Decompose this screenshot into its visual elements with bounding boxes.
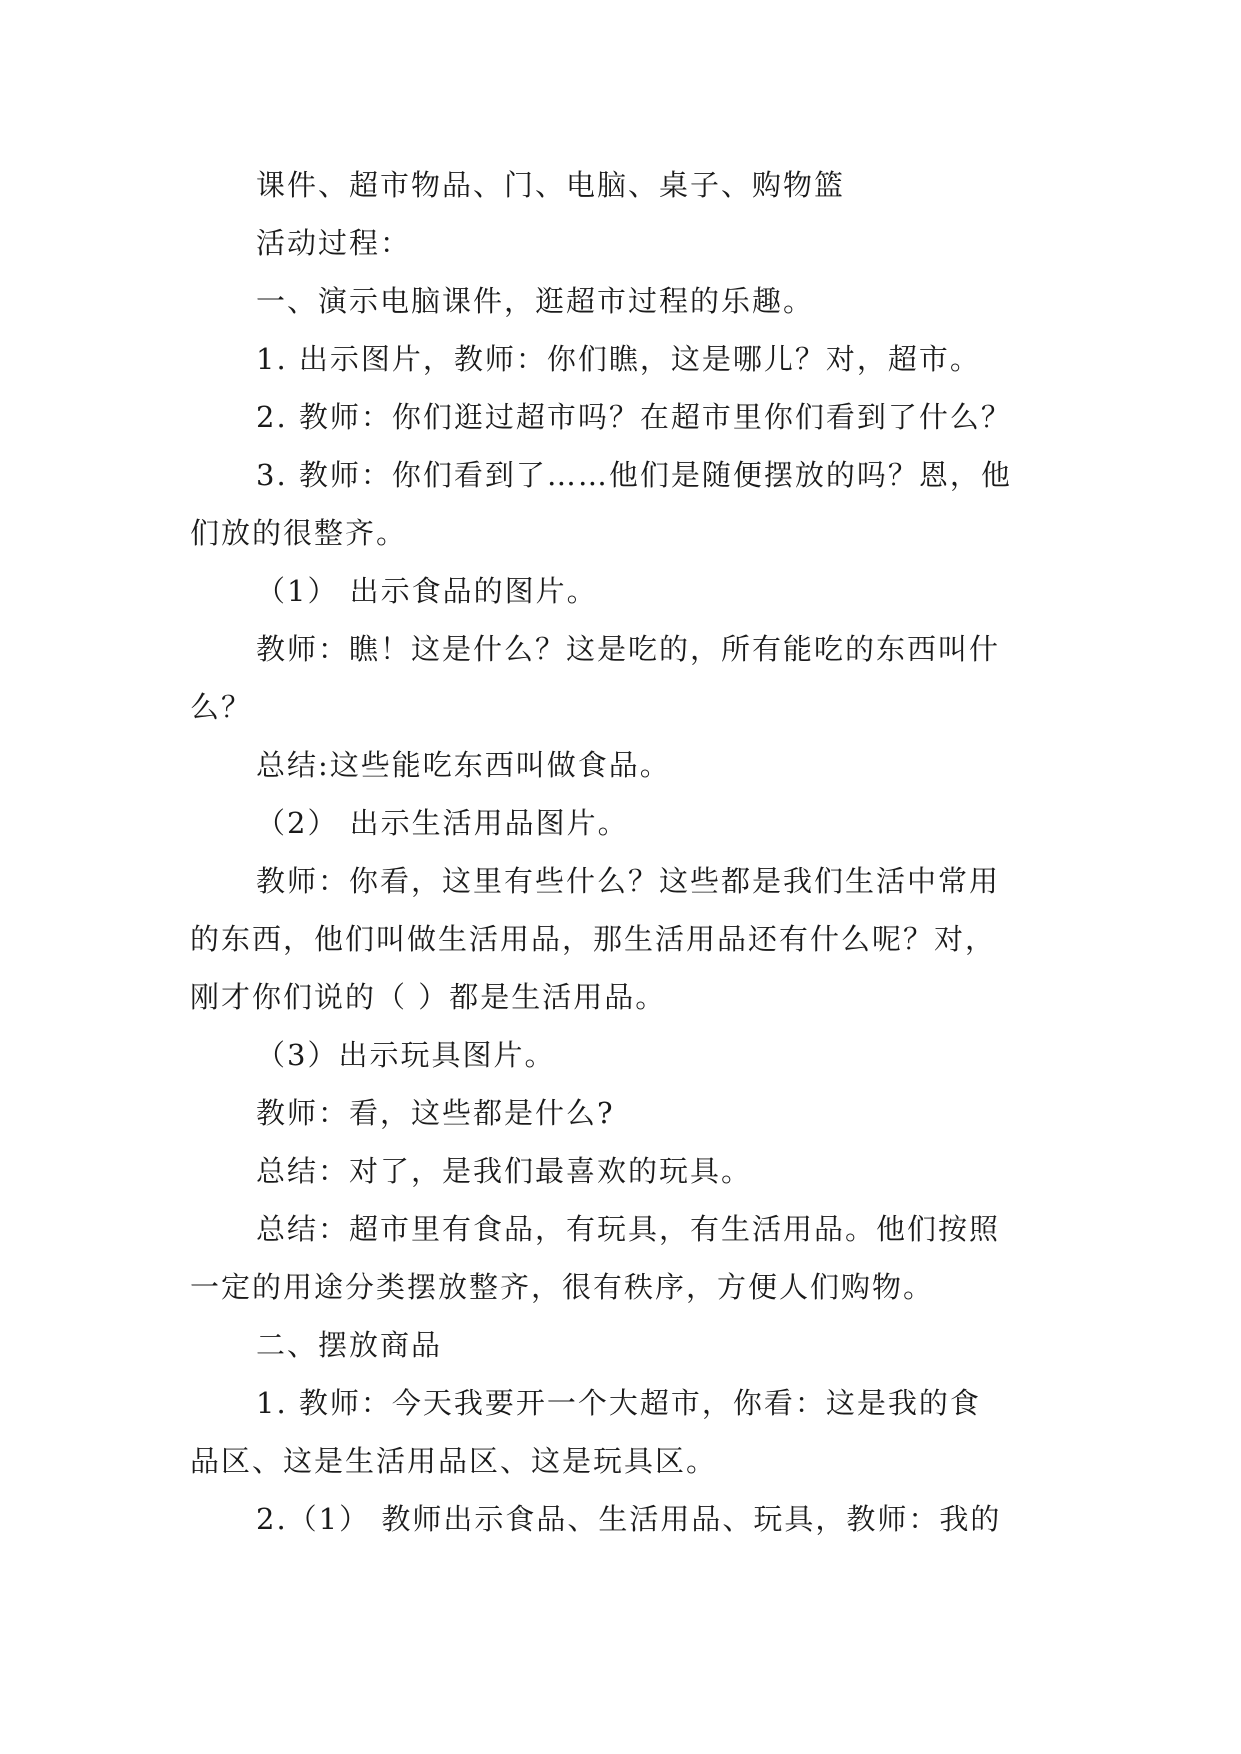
text-line-10: 么？	[190, 690, 253, 724]
text-line-14: 的东西，他们叫做生活用品，那生活用品还有什么呢？对，	[190, 922, 997, 956]
text-line-23: 品区、这是生活用品区、这是玩具区。	[190, 1444, 718, 1478]
text-line-15: 刚才你们说的（ ）都是生活用品。	[190, 980, 667, 1014]
text-line-19: 总结：超市里有食品，有玩具，有生活用品。他们按照	[256, 1212, 1001, 1246]
text-line-24: 2.（1） 教师出示食品、生活用品、玩具，教师：我的	[256, 1502, 1002, 1536]
text-line-17: 教师：看，这些都是什么?	[256, 1096, 615, 1130]
text-line-16: （3）出示玩具图片。	[256, 1038, 556, 1072]
text-line-18: 总结：对了，是我们最喜欢的玩具。	[256, 1154, 753, 1188]
text-line-12: （2） 出示生活用品图片。	[256, 806, 629, 840]
text-line-7: 们放的很整齐。	[190, 516, 408, 550]
text-line-20: 一定的用途分类摆放整齐，很有秩序，方便人们购物。	[190, 1270, 935, 1304]
text-line-21: 二、摆放商品	[256, 1328, 443, 1362]
text-line-1: 课件、超市物品、门、电脑、桌子、购物篮	[256, 168, 846, 202]
text-line-11: 总结:这些能吃东西叫做食品。	[256, 748, 671, 782]
text-line-5: 2. 教师：你们逛过超市吗？在超市里你们看到了什么？	[256, 400, 1012, 434]
text-line-9: 教师：瞧！这是什么？这是吃的，所有能吃的东西叫什	[256, 632, 1001, 666]
text-line-8: （1） 出示食品的图片。	[256, 574, 598, 608]
text-line-22: 1. 教师：今天我要开一个大超市，你看：这是我的食	[256, 1386, 981, 1420]
text-line-4: 1. 出示图片，教师：你们瞧，这是哪儿？对，超市。	[256, 342, 981, 376]
text-line-3: 一、演示电脑课件，逛超市过程的乐趣。	[256, 284, 815, 318]
text-line-2: 活动过程：	[256, 226, 412, 260]
text-line-13: 教师：你看，这里有些什么？这些都是我们生活中常用	[256, 864, 1001, 898]
text-line-6: 3. 教师：你们看到了……他们是随便摆放的吗？恩，他	[256, 458, 1012, 492]
